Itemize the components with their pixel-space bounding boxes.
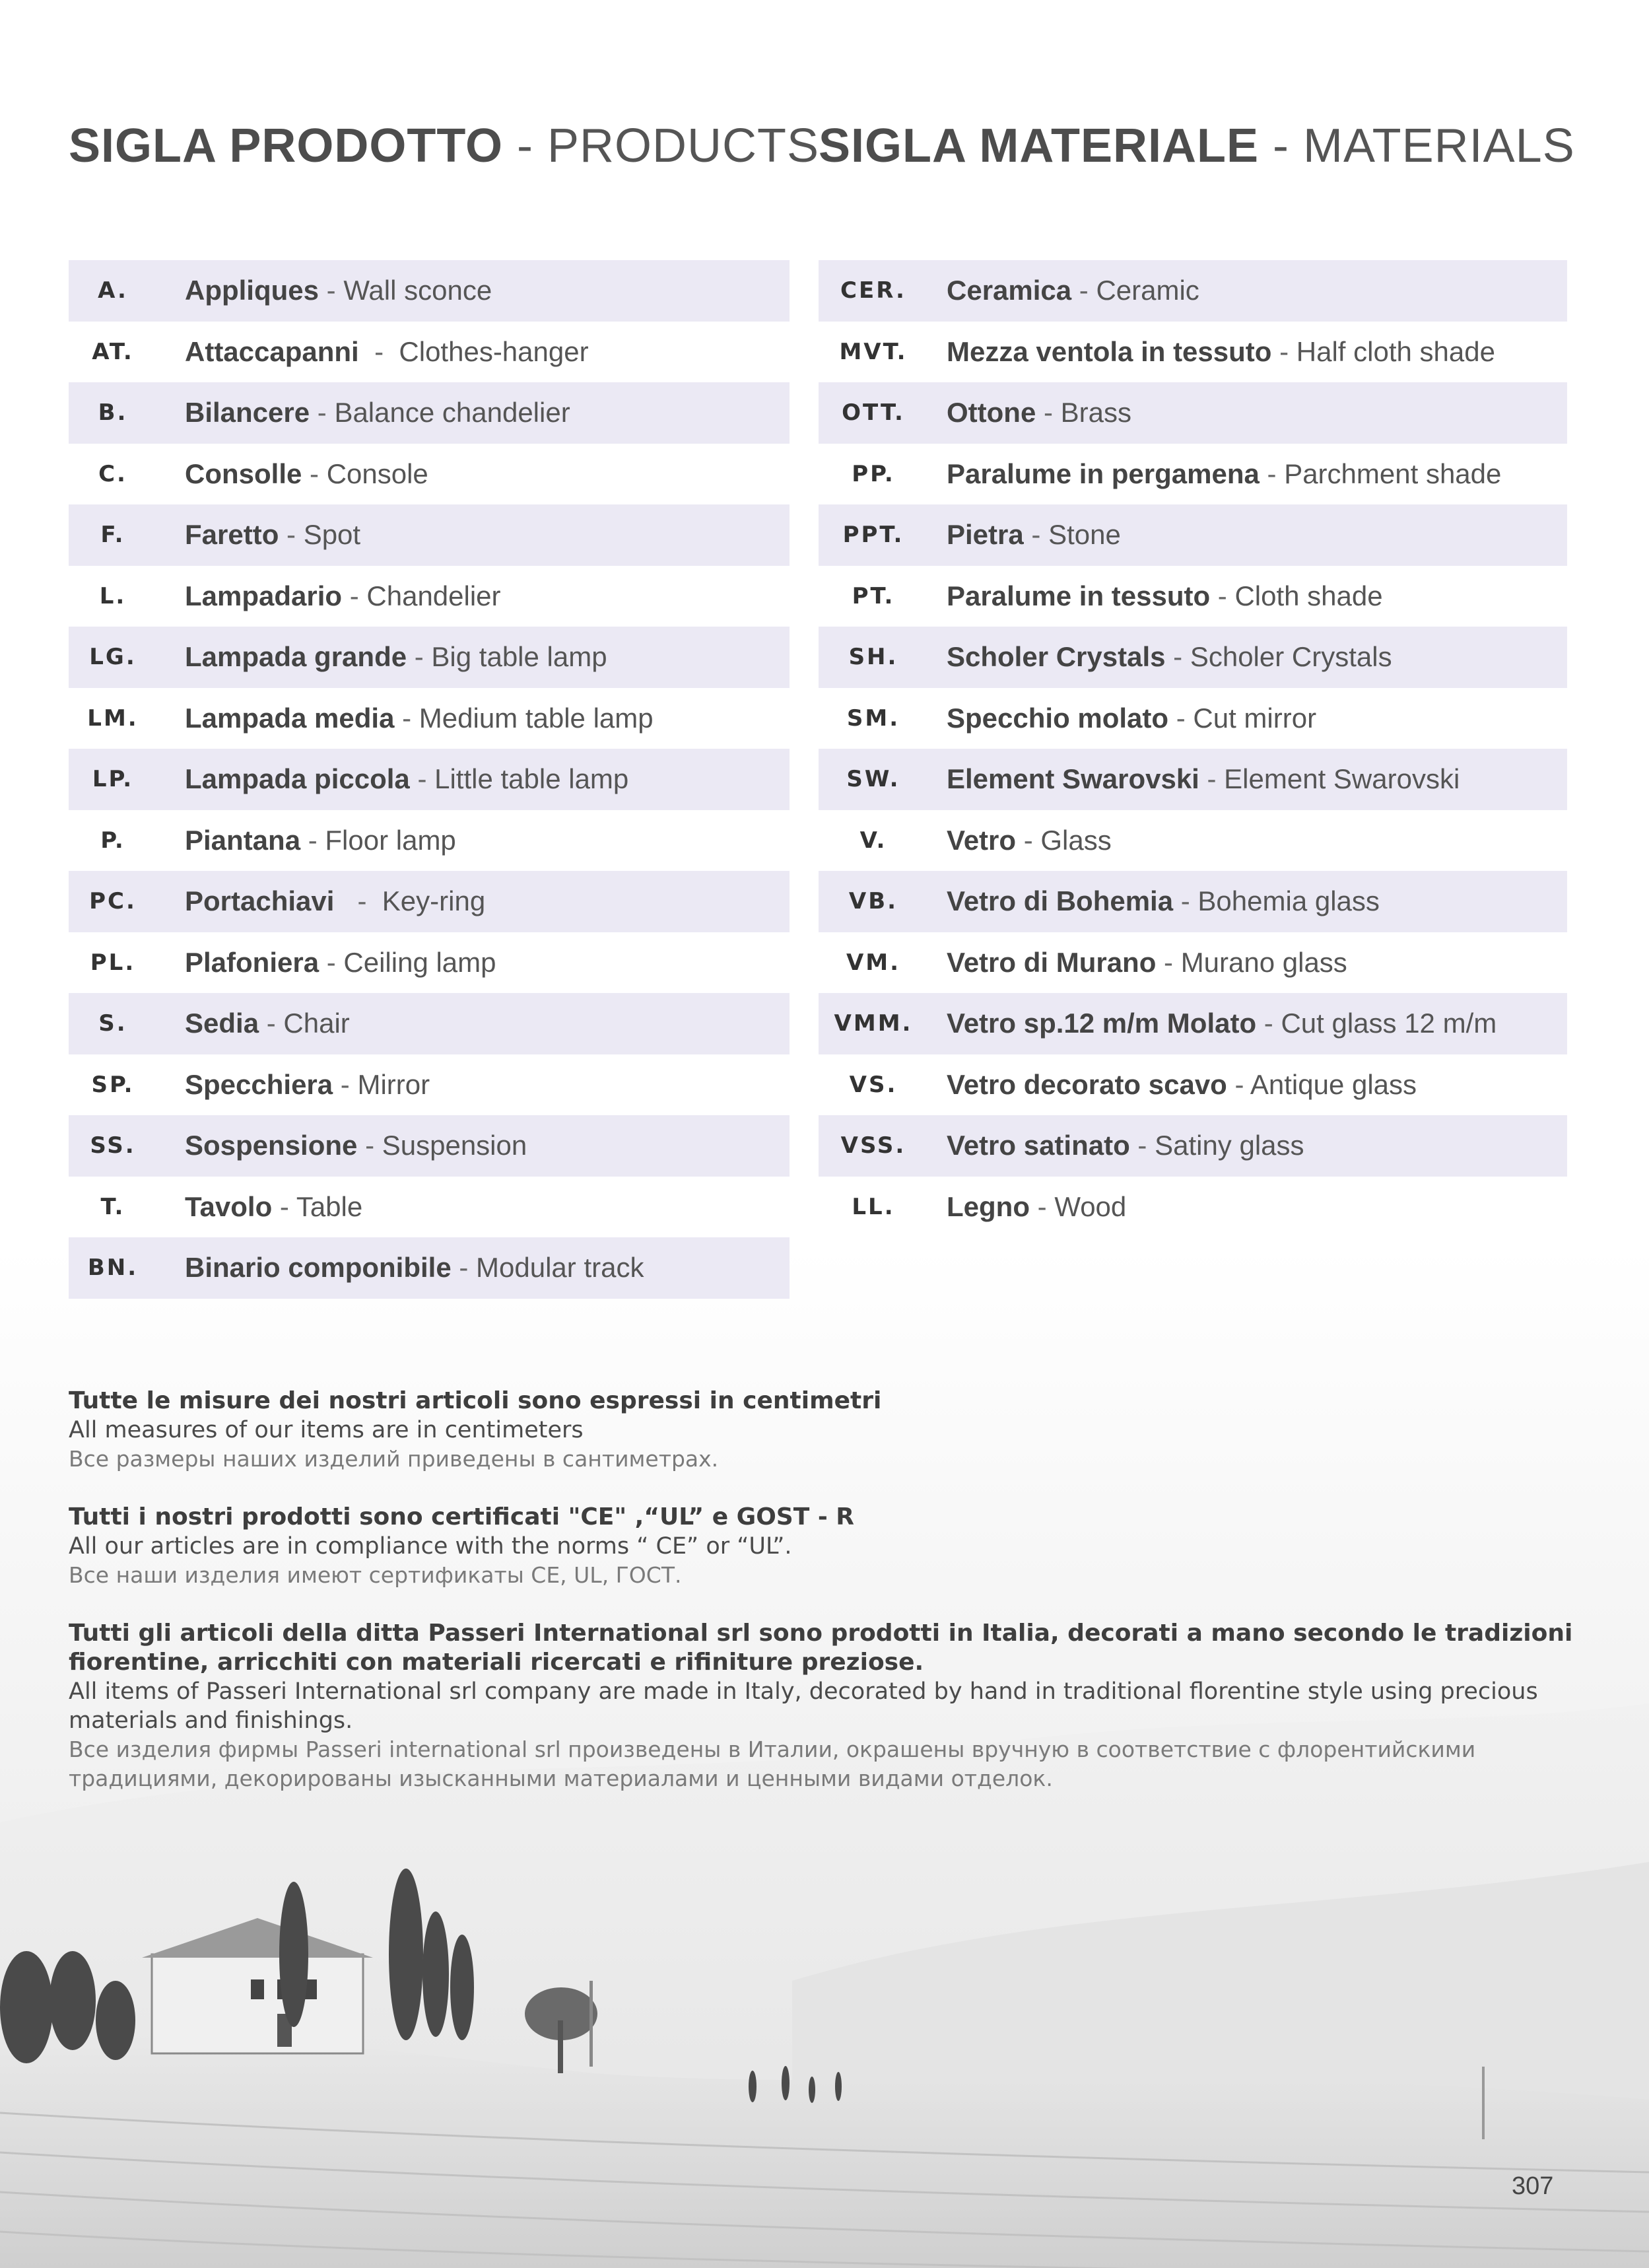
notes-section — [69, 1387, 1580, 1822]
material-description — [928, 519, 1121, 551]
note-made-in-italy-english: All items of Passeri International srl company are made in Italy, decorated by hand in traditional florentine style using precious materials and finishings. — [69, 1678, 1538, 1734]
material-italian-name: Legno — [947, 1190, 1030, 1222]
product-description — [157, 397, 570, 429]
product-code: LM. — [87, 704, 139, 732]
material-row — [819, 688, 1567, 749]
product-row — [69, 688, 790, 749]
product-italian-name: Specchiera — [185, 1068, 333, 1100]
materials-heading — [819, 119, 1575, 185]
product-row — [69, 1054, 790, 1116]
material-separator: - — [1071, 275, 1096, 306]
material-separator: - — [1156, 946, 1181, 978]
material-description — [928, 825, 1112, 856]
material-code: CER. — [840, 277, 906, 304]
material-italian-name: Vetro di Bohemia — [947, 885, 1174, 917]
product-code: PC. — [89, 888, 137, 915]
material-row — [819, 322, 1567, 383]
material-english-name: Scholer Crystals — [1190, 641, 1392, 673]
product-row — [69, 810, 790, 872]
product-italian-name: Sedia — [185, 1008, 259, 1039]
product-description — [157, 1130, 527, 1161]
material-code: VMM. — [834, 1010, 913, 1037]
product-description — [157, 275, 492, 306]
product-description — [157, 1252, 644, 1284]
material-english-name: Element Swarovski — [1224, 763, 1460, 795]
material-separator: - — [1165, 641, 1190, 673]
material-code: SH. — [848, 644, 898, 671]
product-row — [69, 566, 790, 627]
product-italian-name: Lampada media — [185, 702, 395, 734]
product-italian-name: Portachiavi — [185, 885, 335, 917]
product-row — [69, 382, 790, 444]
note-made-in-italy-russian: Все изделия фирмы Passeri international srl произведены в Италии, окрашены вручную в соответствие с флорентийскими традициями, декорированы изысканными материалами и ценными видами отделок. — [69, 1736, 1476, 1791]
material-english-name: Stone — [1048, 519, 1121, 551]
product-description — [157, 1008, 350, 1039]
material-italian-name: Vetro di Murano — [947, 946, 1157, 978]
product-description — [157, 580, 501, 612]
note-measures — [69, 1387, 1580, 1474]
material-italian-name: Paralume in tessuto — [947, 580, 1211, 611]
product-italian-name: Lampada grande — [185, 641, 407, 673]
material-separator: - — [1271, 335, 1296, 367]
product-code: SS. — [90, 1132, 136, 1159]
product-english-name: Big table lamp — [431, 641, 607, 673]
product-code: F. — [100, 522, 125, 549]
product-italian-name: Attaccapanni — [185, 335, 359, 367]
material-english-name: Parchment shade — [1284, 458, 1502, 489]
product-row — [69, 993, 790, 1054]
product-italian-name: Lampadario — [185, 580, 343, 611]
product-italian-name: Consolle — [185, 458, 302, 489]
product-row — [69, 504, 790, 566]
product-description — [157, 825, 456, 856]
material-english-name: Wood — [1054, 1190, 1127, 1222]
note-made-in-italy — [69, 1619, 1580, 1793]
product-separator: - — [342, 580, 367, 611]
product-row — [69, 627, 790, 688]
material-row — [819, 1115, 1567, 1177]
material-code: SW. — [846, 766, 900, 793]
note-certification-russian: Все наши изделия имеют сертификаты CE, UL, ГОСТ. — [69, 1562, 682, 1588]
product-italian-name: Bilancere — [185, 397, 310, 429]
note-measures-russian: Все размеры наших изделий приведены в сантиметрах. — [69, 1446, 719, 1472]
material-description — [928, 397, 1131, 429]
material-description — [928, 947, 1347, 979]
material-separator: - — [1227, 1068, 1250, 1100]
material-separator: - — [1023, 519, 1049, 551]
material-english-name: Cut mirror — [1193, 702, 1317, 734]
material-italian-name: Vetro decorato scavo — [947, 1068, 1227, 1100]
products-heading — [69, 119, 819, 185]
product-english-name: Ceiling lamp — [343, 946, 496, 978]
product-description — [157, 641, 607, 673]
material-english-name: Half cloth shade — [1296, 335, 1495, 367]
product-english-name: Console — [326, 458, 428, 489]
material-separator: - — [1210, 580, 1235, 611]
material-italian-name: Vetro satinato — [947, 1130, 1130, 1161]
material-description — [928, 458, 1501, 490]
product-row — [69, 932, 790, 994]
note-made-in-italy-italian: Tutti gli articoli della ditta Passeri International srl sono prodotti in Italia, decorati a mano secondo le tradizioni fiorentine, arricchiti con materiali ricercati e rifiniture preziose. — [69, 1620, 1573, 1676]
material-code: SM. — [846, 704, 900, 732]
product-separator: - — [334, 885, 382, 917]
product-italian-name: Plafoniera — [185, 946, 320, 978]
product-separator: - — [333, 1068, 358, 1100]
material-row — [819, 1177, 1567, 1238]
note-certification — [69, 1503, 1580, 1590]
material-english-name: Bohemia glass — [1197, 885, 1380, 917]
product-italian-name: Sospensione — [185, 1130, 358, 1161]
material-italian-name: Mezza ventola in tessuto — [947, 335, 1272, 367]
product-separator: - — [451, 1252, 477, 1284]
material-separator: - — [1129, 1130, 1155, 1161]
product-separator: - — [302, 458, 327, 489]
material-description — [928, 703, 1316, 734]
material-separator: - — [1173, 885, 1198, 917]
product-italian-name: Appliques — [185, 275, 320, 306]
materials-table — [819, 260, 1567, 1237]
material-description — [928, 580, 1383, 612]
material-italian-name: Ceramica — [947, 275, 1072, 306]
product-separator: - — [259, 1008, 284, 1039]
products-table — [69, 260, 790, 1299]
material-row — [819, 504, 1567, 566]
product-english-name: Medium table lamp — [419, 702, 654, 734]
product-code: S. — [98, 1010, 127, 1037]
material-italian-name: Ottone — [947, 397, 1036, 429]
material-separator: - — [1029, 1190, 1055, 1222]
materials-heading-light: MATERIALS — [1302, 120, 1575, 172]
material-row — [819, 1054, 1567, 1116]
products-heading-bold: SIGLA PRODOTTO — [69, 120, 504, 172]
product-separator: - — [310, 397, 335, 429]
product-english-name: Wall sconce — [343, 275, 492, 306]
note-measures-italian: Tutte le misure dei nostri articoli sono espressi in centimetri — [69, 1387, 882, 1414]
product-italian-name: Faretto — [185, 519, 279, 551]
material-description — [928, 1008, 1497, 1039]
material-italian-name: Element Swarovski — [947, 763, 1199, 795]
material-code: LL. — [852, 1193, 895, 1220]
material-italian-name: Pietra — [947, 519, 1024, 551]
product-row — [69, 260, 790, 322]
product-italian-name: Piantana — [185, 824, 301, 856]
page-number: 307 — [1512, 2172, 1554, 2200]
product-english-name: Chandelier — [366, 580, 501, 611]
material-code: OTT. — [842, 399, 905, 427]
product-english-name: Mirror — [357, 1068, 430, 1100]
material-row — [819, 444, 1567, 505]
product-code: T. — [100, 1193, 125, 1220]
materials-heading-sep: - — [1258, 120, 1303, 172]
material-separator: - — [1036, 397, 1061, 429]
product-separator: - — [272, 1190, 296, 1222]
material-italian-name: Paralume in pergamena — [947, 458, 1260, 489]
material-row — [819, 260, 1567, 322]
product-english-name: Clothes-hanger — [399, 335, 589, 367]
product-code: SP. — [91, 1071, 135, 1098]
material-italian-name: Scholer Crystals — [947, 641, 1166, 673]
material-separator: - — [1016, 824, 1041, 856]
material-english-name: Ceramic — [1096, 275, 1199, 306]
product-separator: - — [319, 946, 344, 978]
product-english-name: Chair — [283, 1008, 350, 1039]
material-description — [928, 885, 1380, 917]
material-description — [928, 1069, 1417, 1101]
product-code: P. — [100, 827, 125, 854]
product-description — [157, 458, 428, 490]
product-separator: - — [394, 702, 419, 734]
product-row — [69, 444, 790, 505]
product-english-name: Table — [296, 1190, 363, 1222]
material-description — [928, 1191, 1126, 1223]
material-english-name: Antique glass — [1250, 1068, 1417, 1100]
material-row — [819, 932, 1567, 994]
material-row — [819, 382, 1567, 444]
product-english-name: Suspension — [382, 1130, 527, 1161]
product-description — [157, 519, 360, 551]
material-english-name: Glass — [1040, 824, 1112, 856]
product-code: B. — [98, 399, 128, 427]
product-description — [157, 336, 589, 368]
product-row — [69, 871, 790, 932]
material-separator: - — [1168, 702, 1194, 734]
material-separator: - — [1256, 1008, 1281, 1039]
material-english-name: Satiny glass — [1155, 1130, 1304, 1161]
material-row — [819, 566, 1567, 627]
product-row — [69, 1237, 790, 1299]
material-code: VS. — [849, 1071, 898, 1098]
product-code: A. — [98, 277, 128, 304]
material-row — [819, 871, 1567, 932]
material-english-name: Cut glass 12 m/m — [1281, 1008, 1497, 1039]
product-english-name: Key-ring — [382, 885, 486, 917]
material-description — [928, 641, 1392, 673]
product-description — [157, 1191, 362, 1223]
material-italian-name: Specchio molato — [947, 702, 1169, 734]
product-description — [157, 703, 654, 734]
product-separator: - — [407, 641, 432, 673]
material-description — [928, 336, 1495, 368]
material-row — [819, 749, 1567, 810]
product-code: AT. — [92, 338, 134, 365]
product-separator: - — [300, 824, 325, 856]
product-row — [69, 749, 790, 810]
material-code: V. — [859, 827, 887, 854]
material-description — [928, 1130, 1304, 1161]
product-description — [157, 763, 628, 795]
product-italian-name: Lampada piccola — [185, 763, 410, 795]
material-code: VSS. — [840, 1132, 906, 1159]
material-english-name: Brass — [1060, 397, 1131, 429]
material-code: MVT. — [839, 338, 908, 365]
material-code: PT. — [852, 582, 895, 609]
note-certification-english: All our articles are in compliance with the norms “ CE” or “UL”. — [69, 1533, 792, 1560]
product-code: LG. — [89, 644, 137, 671]
product-description — [157, 1069, 430, 1101]
material-italian-name: Vetro — [947, 824, 1017, 856]
note-certification-italian: Tutti i nostri prodotti sono certificati "CE" ,“UL” e GOST - R — [69, 1503, 855, 1530]
material-row — [819, 810, 1567, 872]
product-row — [69, 1115, 790, 1177]
material-row — [819, 627, 1567, 688]
material-italian-name: Vetro sp.12 m/m Molato — [947, 1008, 1257, 1039]
product-english-name: Floor lamp — [325, 824, 456, 856]
products-heading-light: PRODUCTS — [547, 120, 820, 172]
product-code: PL. — [90, 949, 136, 976]
product-row — [69, 322, 790, 383]
product-description — [157, 885, 485, 917]
note-measures-english: All measures of our items are in centimeters — [69, 1417, 584, 1443]
material-code: VM. — [846, 949, 901, 976]
product-english-name: Balance chandelier — [334, 397, 570, 429]
material-code: VB. — [848, 888, 898, 915]
material-english-name: Cloth shade — [1234, 580, 1383, 611]
product-separator: - — [358, 335, 399, 367]
product-italian-name: Tavolo — [185, 1190, 273, 1222]
product-italian-name: Binario componibile — [185, 1252, 452, 1284]
product-row — [69, 1177, 790, 1238]
product-separator: - — [319, 275, 344, 306]
material-code: PP. — [852, 460, 895, 487]
product-code: LP. — [92, 766, 134, 793]
product-english-name: Modular track — [476, 1252, 644, 1284]
materials-heading-bold: SIGLA MATERIALE — [819, 120, 1259, 172]
material-english-name: Murano glass — [1180, 946, 1347, 978]
material-code: PPT. — [842, 522, 904, 549]
product-code: C. — [98, 460, 127, 487]
material-row — [819, 993, 1567, 1054]
product-english-name: Little table lamp — [434, 763, 629, 795]
material-description — [928, 763, 1460, 795]
product-english-name: Spot — [303, 519, 361, 551]
material-description — [928, 275, 1199, 306]
material-separator: - — [1259, 458, 1285, 489]
product-separator: - — [357, 1130, 382, 1161]
material-separator: - — [1199, 763, 1225, 795]
product-separator: - — [409, 763, 435, 795]
product-description — [157, 947, 496, 979]
product-code: BN. — [87, 1254, 139, 1282]
product-code: L. — [99, 582, 127, 609]
product-separator: - — [279, 519, 304, 551]
products-heading-sep: - — [503, 120, 548, 172]
